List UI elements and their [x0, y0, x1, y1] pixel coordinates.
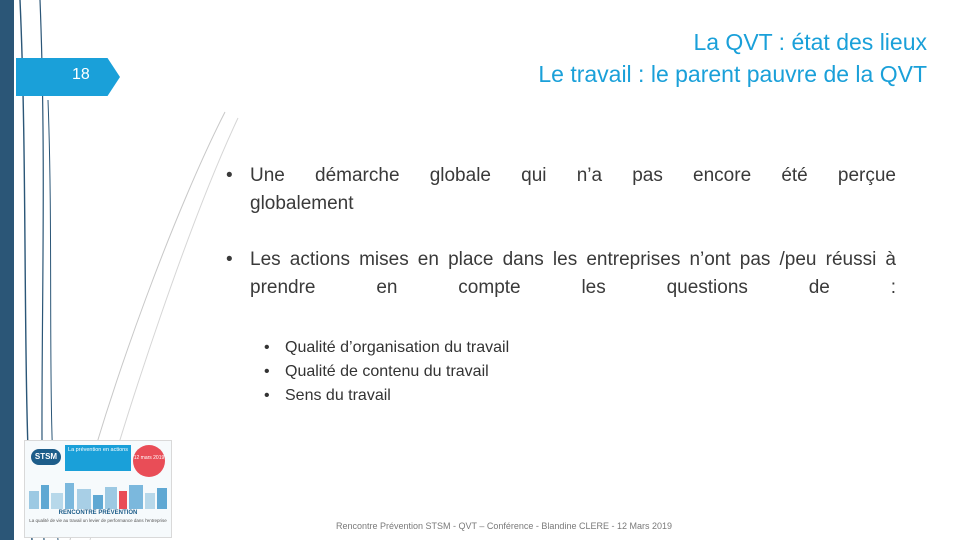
- bullet-item: [222, 162, 896, 218]
- slide-footer: Rencontre Prévention STSM - QVT – Conférence - Blandine CLERE - 12 Mars 2019: [336, 521, 672, 531]
- bullet-marker: •: [226, 165, 233, 186]
- bullet-list: [222, 162, 896, 330]
- sub-bullet-text: Qualité de contenu du travail: [285, 363, 489, 380]
- slide-title: [538, 26, 927, 90]
- bullet-marker: •: [226, 249, 233, 270]
- city-illustration: [25, 479, 171, 509]
- bullet-text: Une démarche globale qui n’a pas encore été perçue: [250, 165, 896, 186]
- title-line-1: La QVT : état des lieux: [693, 29, 927, 55]
- sub-bullet-item: [262, 360, 509, 384]
- bullet-text: Les actions mises en place dans les entreprises n’ont pas /peu réussi à prendre en compte les questions de :: [250, 249, 896, 298]
- sub-bullet-marker: •: [264, 363, 270, 380]
- event-poster-image: [24, 440, 172, 538]
- poster-date-badge: 12 mars 2019: [133, 445, 165, 477]
- title-line-2: Le travail : le parent pauvre de la QVT: [538, 61, 927, 87]
- slide-number: 18: [72, 66, 90, 83]
- sub-bullet-marker: •: [264, 387, 270, 404]
- sub-bullet-item: [262, 336, 509, 360]
- poster-title: RENCONTRE PRÉVENTION: [58, 510, 138, 516]
- sub-bullet-marker: •: [264, 339, 270, 356]
- sub-bullet-text: Sens du travail: [285, 387, 391, 404]
- sub-bullet-list: [262, 336, 509, 408]
- poster-subtitle: La qualité de vie au travail un levier de performance dans l'entreprise: [29, 518, 167, 523]
- poster-badge: La prévention en actions: [65, 445, 131, 471]
- sub-bullet-item: [262, 384, 509, 408]
- bullet-item: [222, 246, 896, 302]
- bullet-text-continued: globalement: [250, 193, 354, 214]
- slide-number-tab: [16, 58, 120, 96]
- sub-bullet-text: Qualité d’organisation du travail: [285, 339, 510, 356]
- stsm-logo: STSM: [31, 449, 61, 465]
